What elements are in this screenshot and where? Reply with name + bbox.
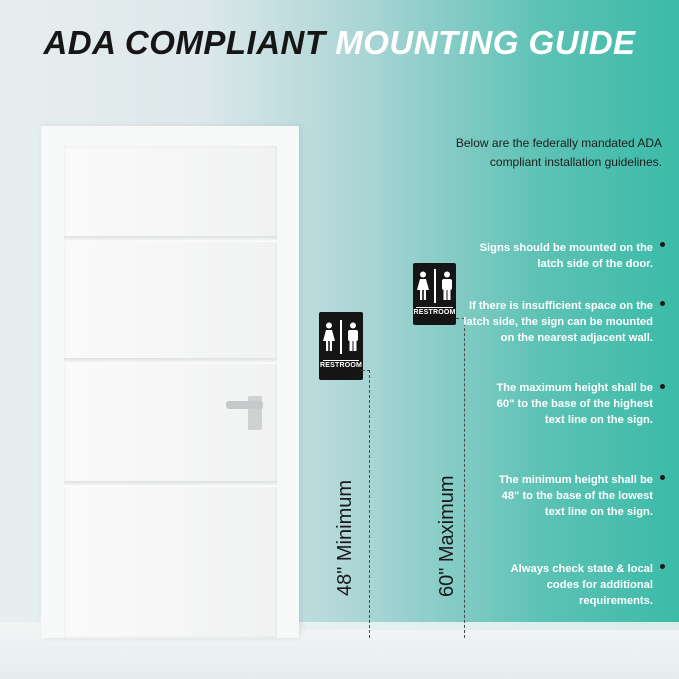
measure-label-max: 60" Maximum xyxy=(436,475,458,597)
door-panel-groove xyxy=(64,481,277,487)
bullet-dot xyxy=(660,242,665,247)
title-light-text: MOUNTING GUIDE xyxy=(335,24,636,61)
door-panel-groove xyxy=(64,236,277,242)
measure-line-min xyxy=(369,370,370,638)
title-dark-text: ADA COMPLIANT xyxy=(43,24,326,61)
sign-label: RESTROOM xyxy=(319,362,363,369)
restroom-man-woman-icon xyxy=(319,318,363,356)
bullet-dot xyxy=(660,564,665,569)
door-panel-groove xyxy=(64,358,277,364)
woman-icon xyxy=(322,322,336,352)
guideline-5: Always check state & local codes for additional requirements. xyxy=(510,563,653,607)
bullet-dot xyxy=(660,384,665,389)
restroom-sign-lower xyxy=(319,312,363,380)
sign-rule xyxy=(323,360,360,361)
page-title xyxy=(0,24,679,62)
restroom-man-woman-icon xyxy=(413,267,456,305)
measure-label-min: 48" Minimum xyxy=(334,479,356,596)
guideline-2: If there is insufficient space on the latch side, the sign can be mounted on the nearest adjacent wall. xyxy=(463,300,653,344)
bullet-dot xyxy=(660,301,665,306)
sign-divider xyxy=(340,320,342,354)
sign-rule xyxy=(416,307,452,308)
guideline-3: The maximum height shall be 60" to the base of the highest text line on the sign. xyxy=(496,382,653,426)
measure-line-max xyxy=(464,318,465,638)
restroom-sign-upper xyxy=(413,263,456,325)
intro-text: Below are the federally mandated ADA compliant installation guidelines. xyxy=(455,136,662,169)
guideline-1: Signs should be mounted on the latch side of the door. xyxy=(479,242,653,270)
woman-icon xyxy=(416,271,430,301)
door xyxy=(64,146,277,638)
bullet-dot xyxy=(660,475,665,480)
man-icon xyxy=(346,322,360,352)
sign-divider xyxy=(434,269,436,303)
guideline-4: The minimum height shall be 48" to the base of the lowest text line on the sign. xyxy=(498,474,653,518)
sign-label: RESTROOM xyxy=(413,309,456,316)
door-handle-icon xyxy=(226,401,263,409)
man-icon xyxy=(440,271,454,301)
